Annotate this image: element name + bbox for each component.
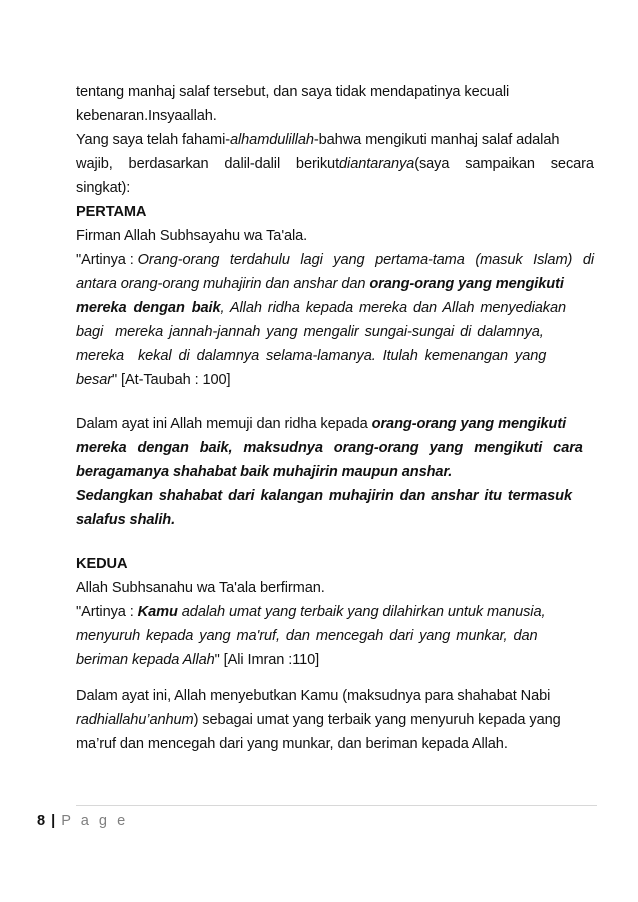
quote-line [76, 248, 594, 272]
text: ) sebagai umat yang terbaik yang menyuruh kepada yang [193, 712, 561, 728]
bold-italic-text: mereka dengan baik [76, 300, 221, 316]
bold-italic-text: orang-orang yang mengikuti [369, 276, 564, 292]
italic-text: besar [76, 372, 113, 388]
text: "Artinya : [76, 252, 138, 268]
text: singkat): [76, 180, 131, 196]
italic-text: mereka kekal di dalamnya selama-lamanya. Itulah kemenangan yang [76, 348, 547, 364]
page-label: P a g e [61, 813, 129, 829]
page-footer [37, 811, 128, 831]
bold-italic-text: Sedangkan shahabat dari kalangan muhajirin dan anshar itu termasuk [76, 488, 572, 504]
text-line [76, 412, 594, 436]
text: ma’ruf dan mencegah dari yang munkar, dan beriman kepada Allah. [76, 736, 508, 752]
italic-text: beriman kepada Allah [76, 652, 215, 668]
text-line [76, 484, 594, 508]
text: Firman Allah Subhsayahu wa Ta'ala. [76, 228, 308, 244]
citation-text: " [At-Taubah : 100] [112, 372, 231, 388]
text: dalil-dalil [224, 156, 281, 172]
heading-text: PERTAMA [76, 204, 147, 220]
italic-text: alhamdulillah [230, 132, 314, 148]
heading-text: KEDUA [76, 556, 128, 572]
text: kebenaran.Insyaallah. [76, 108, 217, 124]
text-line [76, 460, 594, 484]
italic-text: bagi mereka jannah-jannah yang mengalir sungai-sungai di dalamnya, [76, 324, 544, 340]
text-line [76, 104, 594, 128]
text: berdasarkan [128, 156, 209, 172]
quote-line [76, 368, 594, 392]
bold-italic-text: beragamanya shahabat baik muhajirin maupun anshar. [76, 464, 453, 480]
text-line [76, 80, 594, 104]
text: (saya [414, 156, 450, 172]
text-line [76, 508, 594, 532]
text-line [76, 436, 594, 460]
italic-text: antara orang-orang muhajirin dan anshar dan [76, 276, 370, 292]
text: Dalam ayat ini Allah memuji dan ridha kepada [76, 416, 372, 432]
section-heading [76, 552, 594, 576]
footer-separator: | [51, 813, 56, 829]
quote-line [76, 600, 594, 624]
text: berikut [295, 156, 340, 172]
quote-line [76, 320, 594, 344]
text: sampaikan [465, 156, 535, 172]
footer-divider [76, 805, 597, 806]
quote-line [76, 296, 594, 320]
italic-text: adalah umat yang terbaik yang dilahirkan untuk manusia, [177, 604, 546, 620]
text: tentang manhaj salaf tersebut, dan saya tidak mendapatinya kecuali [76, 84, 510, 100]
italic-text: radhiallahu’anhum [76, 712, 194, 728]
citation-text: " [Ali Imran :110] [214, 652, 320, 668]
text-line [76, 152, 594, 176]
text: Dalam ayat ini, Allah menyebutkan Kamu (maksudnya para shahabat Nabi [76, 688, 551, 704]
text: wajib, [76, 156, 113, 172]
quote-line [76, 272, 594, 296]
bold-italic-text: Kamu [137, 604, 178, 620]
italic-text: menyuruh kepada yang ma'ruf, dan mencegah dari yang munkar, dan [76, 628, 538, 644]
bold-italic-text: salafus shalih. [76, 512, 176, 528]
text-line [76, 224, 594, 248]
italic-text: Orang-orang terdahulu lagi yang pertama-tama (masuk Islam) di [137, 252, 594, 268]
text: Yang saya telah fahami- [76, 132, 230, 148]
text-line [76, 128, 594, 152]
text: "Artinya : [76, 604, 138, 620]
text: Allah Subhsanahu wa Ta'ala berfirman. [76, 580, 325, 596]
quote-line [76, 648, 594, 672]
bold-italic-text: mereka dengan baik, maksudnya orang-orang yang mengikuti cara [76, 440, 583, 456]
quote-line [76, 624, 594, 648]
document-body [76, 80, 594, 756]
quote-line [76, 344, 594, 368]
text: -bahwa mengikuti manhaj salaf adalah [313, 132, 560, 148]
bold-italic-text: orang-orang yang mengikuti [371, 416, 567, 432]
text-line [76, 732, 594, 756]
text-line [76, 684, 594, 708]
page-number: 8 [37, 813, 46, 829]
text-line [76, 708, 594, 732]
text: secara [550, 156, 594, 172]
italic-text: , Allah ridha kepada mereka dan Allah menyediakan [220, 300, 567, 316]
text-line [76, 176, 594, 200]
italic-text: diantaranya [339, 156, 415, 172]
section-heading [76, 200, 594, 224]
text-line [76, 576, 594, 600]
